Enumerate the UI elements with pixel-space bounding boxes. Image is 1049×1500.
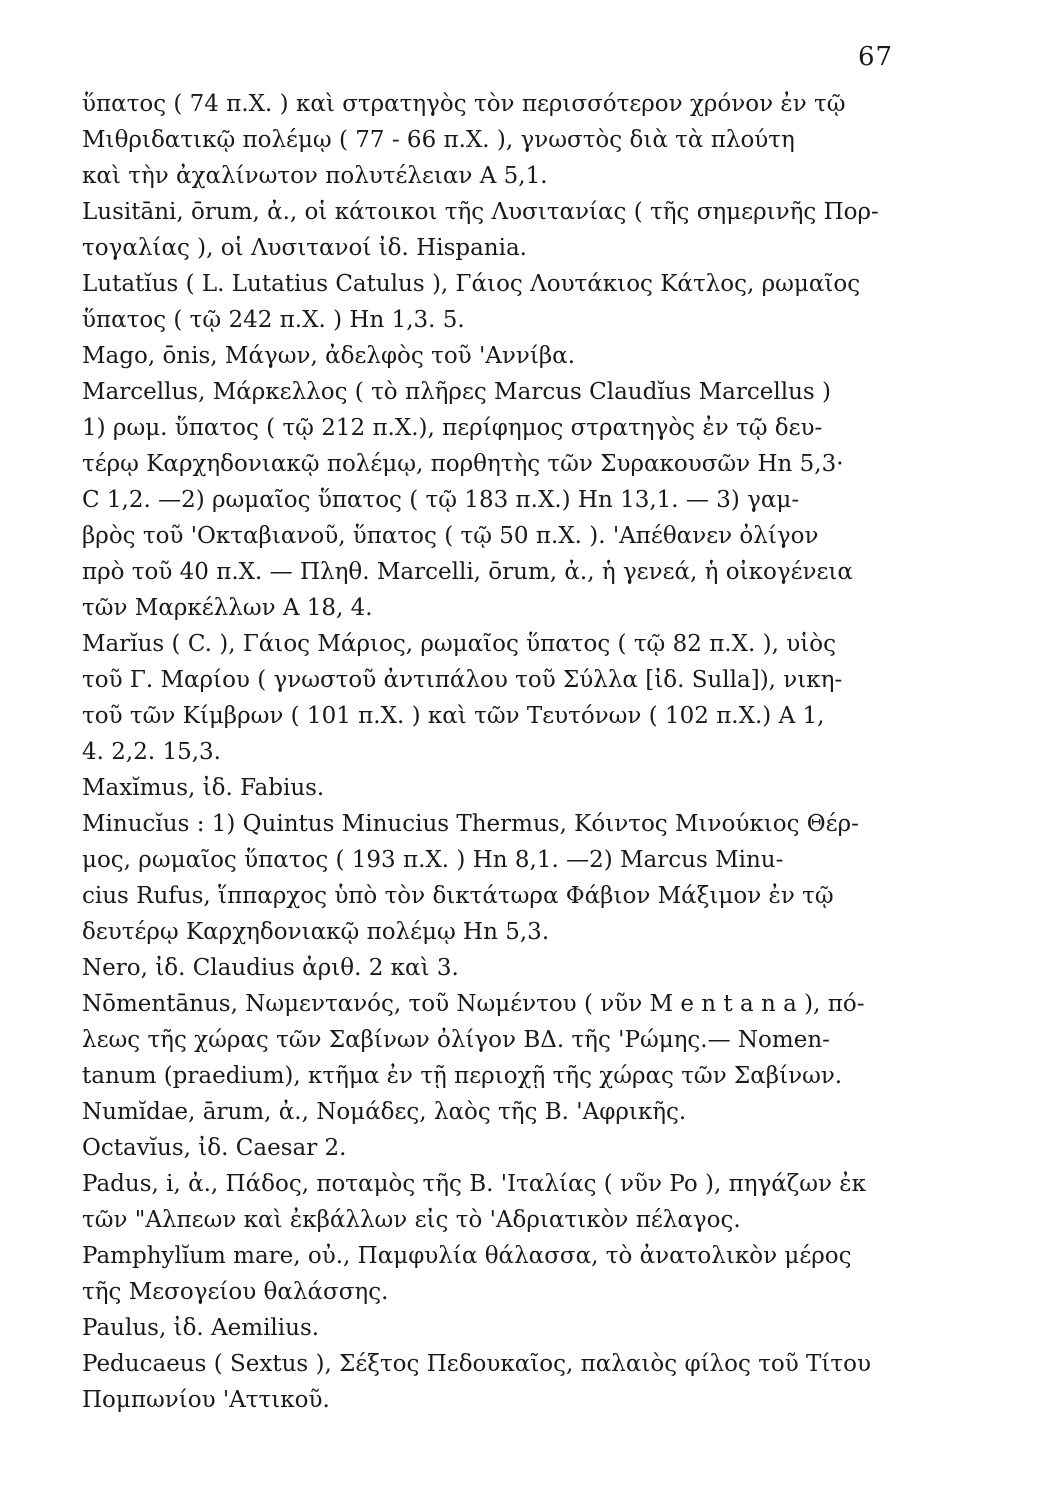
- glossary-entry: [82, 626, 902, 770]
- entry-line: μος, ρωμαῖος ὕπατος ( 193 π.Χ. ) Hn 8,1. —2) Marcus Minu-: [82, 847, 784, 873]
- glossary-entry: [82, 194, 902, 266]
- entry-line: Marcellus, Μάρκελλος ( τὸ πλῆρες Marcus Claudĭus Marcellus ): [82, 379, 831, 405]
- entry-line: Lusitāni, ōrum, ἀ., οἱ κάτοικοι τῆς Λυσιτανίας ( τῆς σημερινῆς Πορ-: [82, 199, 879, 225]
- glossary-entry: [82, 1094, 902, 1130]
- entry-line: Μιθριδατικῷ πολέμῳ ( 77 - 66 π.Χ. ), γνωστὸς διὰ τὰ πλούτη: [82, 127, 795, 153]
- entry-line: Padus, i, ἀ., Πάδος, ποταμὸς τῆς Β. 'Ιταλίας ( νῦν Po ), πηγάζων ἐκ: [82, 1171, 866, 1197]
- entry-line: δευτέρῳ Καρχηδονιακῷ πολέμῳ Hn 5,3.: [82, 919, 550, 945]
- entry-line: 1) ρωμ. ὕπατος ( τῷ 212 π.Χ.), περίφημος στρατηγὸς ἐν τῷ δευ-: [82, 415, 823, 441]
- glossary-entry: [82, 374, 902, 626]
- page-number: 67: [858, 42, 894, 72]
- entry-line: C 1,2. —2) ρωμαῖος ὕπατος ( τῷ 183 π.Χ.) Hn 13,1. — 3) γαμ-: [82, 487, 800, 513]
- entry-line: Octavĭus, ἰδ. Caesar 2.: [82, 1135, 347, 1161]
- glossary-entry: [82, 86, 902, 194]
- entry-line: Numĭdae, ārum, ἀ., Νομάδες, λαὸς τῆς Β. 'Αφρικῆς.: [82, 1099, 687, 1125]
- glossary-entry: [82, 1238, 902, 1310]
- entry-line: Nōmentānus, Νωμεντανός, τοῦ Νωμέντου ( νῦν M e n t a n a ), πό-: [82, 991, 865, 1017]
- entry-line: τέρῳ Καρχηδονιακῷ πολέμῳ, πορθητὴς τῶν Συρακουσῶν Hn 5,3·: [82, 451, 844, 477]
- entry-line: τῆς Μεσογείου θαλάσσης.: [82, 1279, 389, 1305]
- entry-line: Maxĭmus, ἰδ. Fabius.: [82, 775, 325, 801]
- glossary-entry: [82, 986, 902, 1094]
- entry-line: ὕπατος ( 74 π.Χ. ) καὶ στρατηγὸς τὸν περισσότερον χρόνον ἐν τῷ: [82, 91, 846, 117]
- entry-line: Mago, ōnis, Μάγων, ἀδελφὸς τοῦ 'Αννίβα.: [82, 343, 576, 369]
- entry-line: Minucĭus : 1) Quintus Minucius Thermus, Κόιντος Μινούκιος Θέρ-: [82, 811, 859, 837]
- entry-line: καὶ τὴν ἀχαλίνωτον πολυτέλειαν Α 5,1.: [82, 163, 548, 189]
- entry-line: τογαλίας ), οἱ Λυσιτανοί ἰδ. Hispania.: [82, 235, 527, 261]
- entry-line: βρὸς τοῦ 'Οκταβιανοῦ, ὕπατος ( τῷ 50 π.Χ. ). 'Απέθανεν ὀλίγον: [82, 523, 819, 549]
- entry-line: τοῦ Γ. Μαρίου ( γνωστοῦ ἀντιπάλου τοῦ Σύλλα [ἰδ. Sulla]), νικη-: [82, 667, 843, 693]
- entry-line: τοῦ τῶν Κίμβρων ( 101 π.Χ. ) καὶ τῶν Τευτόνων ( 102 π.Χ.) Α 1,: [82, 703, 825, 729]
- glossary-entries: [82, 86, 902, 1418]
- entry-line: τῶν Μαρκέλλων Α 18, 4.: [82, 595, 373, 621]
- entry-line: Πομπωνίου 'Αττικοῦ.: [82, 1387, 330, 1413]
- entry-line: Marĭus ( C. ), Γάιος Μάριος, ρωμαῖος ὕπατος ( τῷ 82 π.Χ. ), υἱὸς: [82, 631, 836, 657]
- glossary-entry: [82, 770, 902, 806]
- glossary-entry: [82, 1130, 902, 1166]
- entry-line: 4. 2,2. 15,3.: [82, 739, 221, 765]
- entry-line: λεως τῆς χώρας τῶν Σαβίνων ὀλίγον ΒΔ. τῆς 'Ρώμης.— Nomen-: [82, 1027, 830, 1053]
- entry-line: Paulus, ἰδ. Aemilius.: [82, 1315, 320, 1341]
- entry-line: cius Rufus, ἵππαρχος ὑπὸ τὸν δικτάτωρα Φάβιον Μάξιμον ἐν τῷ: [82, 883, 834, 909]
- glossary-entry: [82, 338, 902, 374]
- glossary-entry: [82, 1310, 902, 1346]
- glossary-entry: [82, 266, 902, 338]
- glossary-entry: [82, 806, 902, 950]
- entry-line: ὕπατος ( τῷ 242 π.Χ. ) Hn 1,3. 5.: [82, 307, 465, 333]
- glossary-entry: [82, 1166, 902, 1238]
- entry-line: Pamphylĭum mare, οὐ., Παμφυλία θάλασσα, τὸ ἀνατολικὸν μέρος: [82, 1243, 852, 1269]
- entry-line: πρὸ τοῦ 40 π.Χ. — Πληθ. Marcelli, ōrum, ἀ., ἡ γενεά, ἡ οἰκογένεια: [82, 559, 853, 585]
- glossary-entry: [82, 950, 902, 986]
- entry-line: Lutatĭus ( L. Lutatius Catulus ), Γάιος Λουτάκιος Κάτλος, ρωμαῖος: [82, 271, 861, 297]
- entry-line: Nero, ἰδ. Claudius ἀριθ. 2 καὶ 3.: [82, 955, 459, 981]
- entry-line: τῶν "Αλπεων καὶ ἐκβάλλων εἰς τὸ 'Αδριατικὸν πέλαγος.: [82, 1207, 741, 1233]
- glossary-entry: [82, 1346, 902, 1418]
- entry-line: Peducaeus ( Sextus ), Σέξτος Πεδουκαῖος, παλαιὸς φίλος τοῦ Τίτου: [82, 1351, 871, 1377]
- entry-line: tanum (praedium), κτῆμα ἐν τῇ περιοχῇ τῆς χώρας τῶν Σαβίνων.: [82, 1063, 843, 1089]
